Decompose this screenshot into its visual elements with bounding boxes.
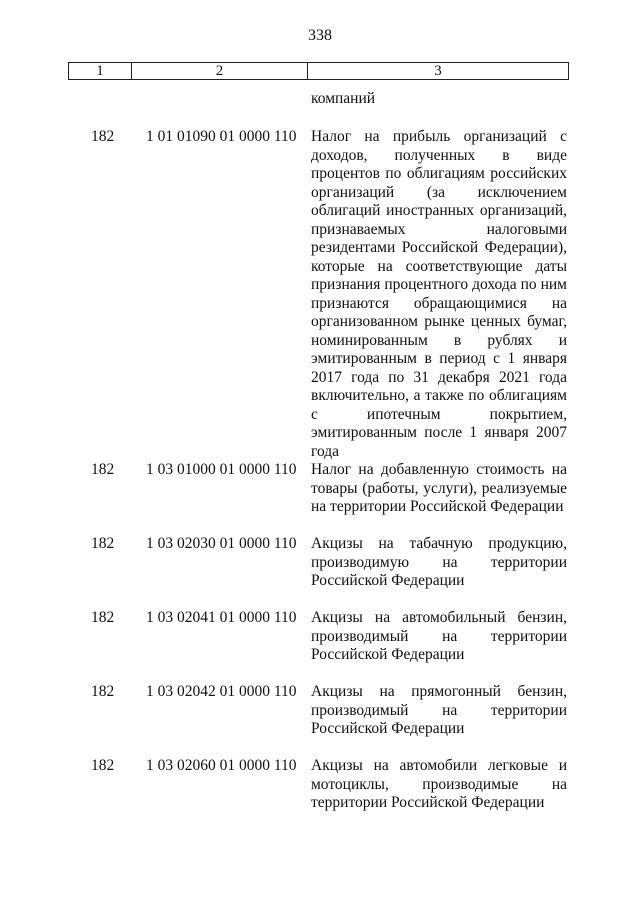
budget-classification-code: 1 01 01090 01 0000 110 [146,128,297,145]
continuation-text: компаний [311,90,376,107]
budget-classification-code: 1 03 02042 01 0000 110 [146,683,297,700]
budget-classification-code: 1 03 02041 01 0000 110 [146,609,297,626]
table-header [68,62,569,80]
admin-code: 182 [91,461,115,478]
admin-code: 182 [91,609,115,626]
budget-classification-code: 1 03 01000 01 0000 110 [146,461,297,478]
admin-code: 182 [91,757,115,774]
table-header-col-1: 1 [69,63,132,79]
table-header-col-3: 3 [434,62,442,79]
revenue-description: Налог на прибыль организаций с доходов, полученных в виде процентов по облигациям российских организаций (за исключением облигаций иностранных организаций, признаваемых налоговыми резидентами Российской Федерации), которые на соответствующие даты признания процентного дохода по ним признаются обращающимися на организованном рынке ценных бумаг, номинированным в рублях и эмитированным в период с 1 января 2017 года по 31 декабря 2021 года включительно, а также по облигациям с ипотечным покрытием, эмитированным после 1 января 2007 года [311,128,567,460]
budget-classification-code: 1 03 02030 01 0000 110 [146,535,297,552]
page-number: 338 [308,27,332,44]
revenue-description: Акцизы на автомобили легковые и мотоциклы, производимые на территории Российской Федерации [311,757,567,811]
admin-code: 182 [91,535,115,552]
revenue-description: Акцизы на табачную продукцию, производимую на территории Российской Федерации [311,535,567,589]
revenue-description: Акцизы на автомобильный бензин, производимый на территории Российской Федерации [311,609,567,663]
revenue-description: Налог на добавленную стоимость на товары (работы, услуги), реализуемые на территории Российской Федерации [311,461,567,515]
admin-code: 182 [91,128,115,145]
table-header-col-2: 2 [132,63,308,79]
budget-classification-code: 1 03 02060 01 0000 110 [146,757,297,774]
admin-code: 182 [91,683,115,700]
revenue-description: Акцизы на прямогонный бензин, производимый на территории Российской Федерации [311,683,567,737]
